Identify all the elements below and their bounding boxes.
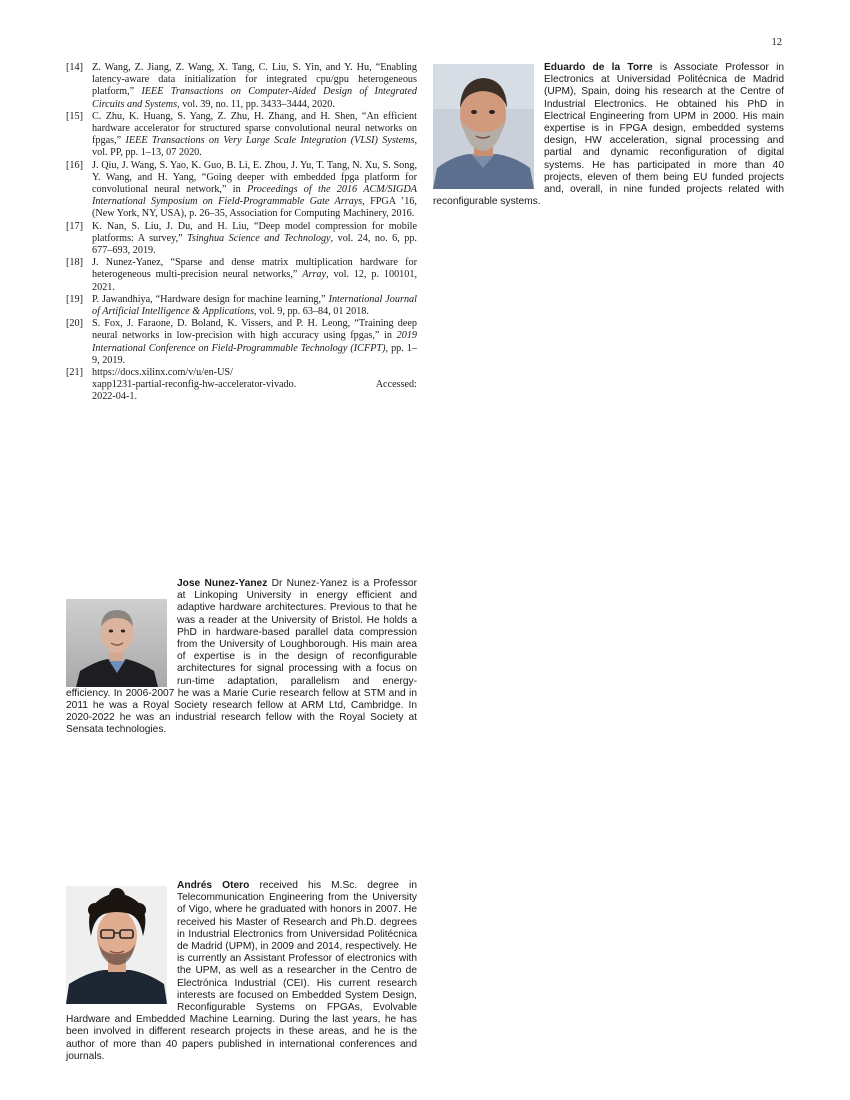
reference-url-line-2 [92,379,417,391]
bio-author-name: Jose Nunez-Yanez [177,578,268,589]
reference-authors-title: K. Nan, S. Liu, J. Du, and H. Liu, “Deep model compression for mobile platforms: A survey,” [92,220,417,244]
reference-url-path[interactable]: xapp1231-partial-reconfig-hw-accelerator-vivado. [92,379,297,391]
reference-20 [66,318,417,367]
reference-authors-title: Z. Wang, Z. Jiang, Z. Wang, X. Tang, C. Liu, S. Yin, and Y. Hu, “Enabling latency-aware data initialization for integrated cpu/gpu heterogeneous platform,” [92,62,417,98]
reference-text [92,257,417,294]
reference-number: [17] [66,220,83,232]
reference-number: [20] [66,318,83,330]
reference-text [92,62,417,111]
reference-accessed-date: 2022-04-1. [92,391,137,403]
reference-details: , vol. PP, pp. 1–13, 07 2020. [92,135,417,159]
reference-url-line-1[interactable]: https://docs.xilinx.com/v/u/en-US/ [92,367,233,379]
reference-details: , vol. 24, no. 6, pp. 677–693, 2019. [92,232,417,257]
reference-authors-title: C. Zhu, K. Huang, S. Yang, Z. Zhu, H. Zhang, and H. Shen, “An efficient hardware accelerator for structured sparse convolutional neural networks on fpgas,” [92,110,417,147]
reference-venue: IEEE Transactions on Computer-Aided Design of Integrated Circuits and Systems [92,86,417,110]
bio-jose-nunez-yanez [66,578,417,737]
reference-authors-title: J. Nunez-Yanez, “Sparse and dense matrix multiplication hardware for heterogeneous multi-precision neural networks,” [92,257,417,281]
reference-text [92,294,417,318]
reference-accessed-label: Accessed: [375,379,417,391]
bio-text: is Associate Professor in Electronics at Universidad Politécnica de Madrid (UPM), Spain, doing his research at the Centre of Industrial Electronics. He obtained his PhD in Electrical Engineering from UPM in 2000. His main expertise is in FPGA design, embedded systems design, HW acceleration, signal processing and partial and dynamic reconfiguration of digital systems. He has participated in more than 40 projects, eleven of them being EU funded projects and, overall, in nine funded projects related with reconfigurable systems. [433,62,784,208]
reference-text [92,111,417,160]
bio-eduardo-de-la-torre [433,62,784,208]
bio-author-name: Andrés Otero [177,880,250,891]
photo-andres-otero [66,886,167,1004]
reference-21 [66,367,417,404]
reference-venue: Proceedings of the 2016 ACM/SIGDA International Symposium on Field-Programmable Gate Arrays [92,184,417,208]
reference-16 [66,160,417,221]
reference-details: , vol. 39, no. 11, pp. 3433–3444, 2020. [177,98,335,110]
reference-15 [66,111,417,160]
reference-authors-title: J. Qiu, J. Wang, S. Yao, K. Guo, B. Li, E. Zhou, J. Yu, T. Tang, N. Xu, S. Song, Y. Wang, and H. Yang, “Going deeper with embedded fpga platform for convolutional neural network,” in [92,159,417,196]
reference-19 [66,294,417,318]
reference-text [92,160,417,221]
reference-14 [66,62,417,111]
references-list [66,62,417,404]
reference-details: , vol. 9, pp. 63–84, 01 2018. [254,306,369,318]
reference-details: , pp. 1–9, 2019. [92,342,417,366]
photo-eduardo-de-la-torre [433,64,534,189]
reference-18 [66,257,417,294]
reference-authors-title: S. Fox, J. Faraone, D. Boland, K. Vissers, and P. H. Leong, “Training deep neural networks in low-precision with high accuracy using fpgas,” in [92,318,417,342]
photo-jose-nunez-yanez [66,599,167,687]
bio-text: received his M.Sc. degree in Telecommunication Engineering from the University of Vigo, where he graduated with honors in 2007. He received his Master of Research and Ph.D. degrees in Industrial Electronics from Universidad Politécnica de Madrid (UPM), in 2009 and 2014, respectively. He is currently an Assistant Professor of electronics with the UPM, as well as a researcher in the Centro de Electrónica Industrial (CEI). His current research interests are focused on Embedded System Design, Reconfigurable Systems on FPGAs, Evolvable Hardware and Embedded Machine Learning. During the last years, he has been involved in different research projects in these areas, and he is the author of more than 40 papers published in international conferences and journals. [66,880,417,1062]
reference-authors-title: P. Jawandhiya, “Hardware design for machine learning,” [92,293,329,305]
reference-venue: International Journal of Artificial Intelligence & Applications [92,293,417,318]
bio-author-name: Eduardo de la Torre [544,62,653,73]
reference-details: , FPGA ’16, (New York, NY, USA), p. 26–35, Association for Computing Machinery, 2016. [92,196,417,220]
reference-number: [21] [66,367,83,379]
bio-andres-otero [66,880,417,1063]
reference-number: [15] [66,110,83,122]
reference-details: , vol. 12, p. 100101, 2021. [92,269,417,293]
reference-number: [16] [66,159,83,171]
reference-venue: Array [302,269,327,281]
reference-venue: Tsinghua Science and Technology [187,232,331,244]
bio-text: Dr Nunez-Yanez is a Professor at Linkoping University in energy efficient and adaptive hardware architectures. Previous to that he was a reader at the University of Bristol. He holds a PhD in hardware-based parallel data compression from the University of Loughborough. His main area of expertise is in the design of reconfigurable architectures for signal processing with a focus on run-time adaptation, parallelism and energy-efficiency. In 2006-2007 he was a Marie Curie research fellow at STM and in 2011 he was a Royal Society research fellow at ARM Ltd, Cambridge. In 2020-2022 he was an industrial research fellow with the Royal Society at Sensata technologies. [66,578,417,736]
reference-number: [18] [66,257,83,269]
page-number: 12 [771,37,782,48]
reference-number: [14] [66,62,83,73]
reference-venue: 2019 International Conference on Field-Programmable Technology (ICFPT) [92,330,417,354]
reference-venue: IEEE Transactions on Very Large Scale Integration (VLSI) Systems [125,135,415,147]
reference-text [92,221,417,258]
reference-17 [66,221,417,258]
reference-number: [19] [66,293,83,305]
reference-text [92,367,417,404]
reference-text [92,318,417,367]
